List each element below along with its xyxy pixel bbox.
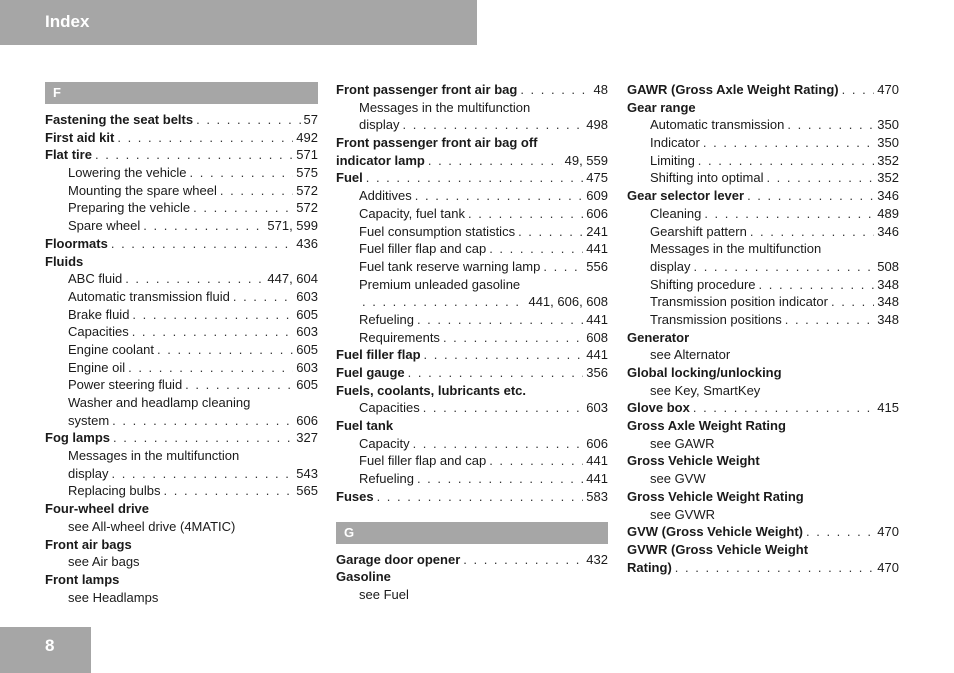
entry-page-ref: 241	[586, 223, 608, 239]
index-entry	[45, 536, 318, 554]
index-subentry	[336, 187, 608, 205]
index-subentry	[45, 341, 318, 359]
entry-term: Gross Vehicle Weight	[627, 453, 760, 469]
entry-term: Capacities	[68, 324, 129, 340]
entry-page-ref: 489	[877, 205, 899, 221]
index-entry	[45, 253, 318, 271]
entry-term: GVW (Gross Vehicle Weight)	[627, 524, 804, 540]
index-entry	[336, 152, 608, 170]
entry-page-ref: 470	[877, 524, 899, 540]
entry-term: Transmission positions	[650, 311, 782, 327]
leader-dots	[185, 376, 293, 394]
entry-page-ref: 348	[877, 276, 899, 292]
entry-page-ref: 606	[586, 205, 608, 221]
index-subentry	[336, 276, 608, 294]
entry-term: First aid kit	[45, 129, 115, 145]
entry-term: Gearshift pattern	[650, 223, 747, 239]
index-subentry	[45, 164, 318, 182]
index-subentry	[627, 293, 899, 311]
leader-dots	[698, 152, 875, 170]
index-subentry	[45, 306, 318, 324]
leader-dots	[543, 258, 583, 276]
entry-page-ref: 327	[296, 430, 318, 446]
entry-page-ref: 606	[296, 412, 318, 428]
entry-page-ref: 441	[586, 311, 608, 327]
entry-page-ref: 498	[586, 117, 608, 133]
index-subentry	[336, 311, 608, 329]
entry-term: Capacities	[359, 400, 420, 416]
entry-term: Lowering the vehicle	[68, 165, 187, 181]
entry-term: Front lamps	[45, 571, 120, 587]
entry-term: Automatic transmission fluid	[68, 288, 230, 304]
entry-page-ref: 352	[877, 152, 899, 168]
page-title: Index	[45, 12, 90, 31]
index-subentry	[336, 399, 608, 417]
leader-dots	[132, 323, 294, 341]
page-number: 8	[45, 636, 55, 655]
leader-dots	[766, 169, 874, 187]
entry-term: Floormats	[45, 235, 108, 251]
entry-term: Global locking/unlocking	[627, 365, 782, 380]
entry-page-ref: 565	[296, 483, 318, 499]
entry-page-ref: 492	[296, 129, 318, 145]
leader-dots	[117, 129, 293, 147]
entry-term: Capacity, fuel tank	[359, 205, 465, 221]
leader-dots	[362, 293, 525, 311]
index-entry	[336, 169, 608, 187]
entry-term: Fuel gauge	[336, 365, 405, 380]
leader-dots	[413, 435, 584, 453]
entry-term: Messages in the multifunction	[359, 99, 531, 115]
entry-page-ref: 603	[296, 288, 318, 304]
leader-dots	[747, 187, 874, 205]
index-subentry	[627, 152, 899, 170]
index-entry	[336, 81, 608, 99]
leader-dots	[428, 152, 562, 170]
entry-page-ref: 475	[586, 170, 608, 186]
entry-term: Gasoline	[336, 569, 391, 585]
entry-term: Glove box	[627, 400, 690, 416]
entry-term: Brake fluid	[68, 306, 130, 322]
entry-term: Capacity	[359, 435, 410, 451]
leader-dots	[415, 187, 584, 205]
entry-term: see GAWR	[650, 435, 715, 451]
leader-dots	[417, 311, 583, 329]
entry-page-ref: 350	[877, 117, 899, 133]
entry-term: Refueling	[359, 471, 414, 487]
leader-dots	[417, 470, 583, 488]
entry-term: display	[68, 465, 109, 481]
leader-dots	[489, 240, 583, 258]
entry-page-ref: 48	[593, 82, 608, 97]
entry-term: see GVWR	[650, 506, 716, 522]
index-subentry	[627, 169, 899, 187]
entry-page-ref: 603	[296, 324, 318, 340]
entry-page-ref: 352	[877, 170, 899, 186]
index-entry	[45, 146, 318, 164]
entry-page-ref: 508	[877, 258, 899, 274]
index-subentry	[45, 323, 318, 341]
leader-dots	[95, 146, 293, 164]
entry-term: Fog lamps	[45, 430, 111, 446]
entry-term: Fuel filler flap and cap	[359, 241, 487, 257]
entry-page-ref: 606	[586, 435, 608, 451]
leader-dots	[842, 81, 875, 99]
leader-dots	[220, 182, 293, 200]
index-entry	[627, 187, 899, 205]
index-subentry	[336, 258, 608, 276]
index-subentry	[336, 223, 608, 241]
leader-dots	[125, 270, 264, 288]
entry-term: Mounting the spare wheel	[68, 182, 217, 198]
entry-term: Fuel tank	[336, 418, 394, 434]
index-subentry	[45, 376, 318, 394]
entry-page-ref: 608	[586, 329, 608, 345]
entry-term: Engine coolant	[68, 341, 155, 357]
entry-term: Rating)	[627, 559, 672, 575]
index-subentry	[336, 293, 608, 311]
entry-term: Washer and headlamp cleaning	[68, 395, 251, 410]
leader-dots	[759, 276, 875, 294]
leader-dots	[443, 329, 583, 347]
index-subentry	[45, 553, 318, 571]
entry-term: Spare wheel	[68, 218, 141, 234]
entry-page-ref: 571, 599	[267, 218, 318, 234]
leader-dots	[703, 134, 874, 152]
index-subentry	[45, 217, 318, 235]
entry-page-ref: 583	[586, 488, 608, 504]
entry-page-ref: 432	[586, 551, 608, 567]
index-subentry	[45, 589, 318, 607]
leader-dots	[693, 258, 874, 276]
index-entry	[627, 399, 899, 417]
index-subentry	[45, 182, 318, 200]
entry-page-ref: 441, 606, 608	[528, 294, 608, 310]
entry-page-ref: 572	[296, 200, 318, 216]
entry-page-ref: 575	[296, 165, 318, 181]
index-entry	[336, 346, 608, 364]
entry-page-ref: 441	[586, 471, 608, 487]
index-subentry	[627, 223, 899, 241]
index-entry	[336, 568, 608, 586]
leader-dots	[193, 199, 293, 217]
index-subentry	[627, 240, 899, 258]
entry-term: Fuels, coolants, lubricants etc.	[336, 382, 526, 398]
leader-dots	[423, 399, 584, 417]
index-column-1	[45, 82, 318, 606]
entry-page-ref: 605	[296, 341, 318, 357]
entry-term: Fuel	[336, 170, 363, 186]
index-entry	[45, 429, 318, 447]
entry-term: Automatic transmission	[650, 117, 785, 133]
index-subentry	[45, 518, 318, 536]
index-subentry	[336, 116, 608, 134]
leader-dots	[408, 364, 584, 382]
index-entry	[627, 523, 899, 541]
index-subentry	[45, 482, 318, 500]
entry-term: Additives	[359, 188, 412, 204]
leader-dots	[111, 235, 293, 253]
index-subentry	[45, 465, 318, 483]
leader-dots	[112, 412, 293, 430]
leader-dots	[704, 205, 874, 223]
entry-term: GAWR (Gross Axle Weight Rating)	[627, 82, 839, 97]
index-subentry	[627, 346, 899, 364]
index-entry	[627, 364, 899, 382]
index-subentry	[336, 205, 608, 223]
index-entry	[45, 571, 318, 589]
entry-term: Preparing the vehicle	[68, 200, 191, 216]
index-subentry	[336, 240, 608, 258]
leader-dots	[111, 465, 293, 483]
entry-term: ABC fluid	[68, 271, 123, 287]
index-subentry	[627, 470, 899, 488]
index-entry	[627, 488, 899, 506]
entry-term: Requirements	[359, 329, 440, 345]
page-number-box	[0, 627, 91, 673]
entry-term: Garage door opener	[336, 551, 461, 567]
entry-term: indicator lamp	[336, 152, 425, 168]
index-subentry	[627, 205, 899, 223]
index-subentry	[627, 435, 899, 453]
index-subentry	[45, 359, 318, 377]
leader-dots	[128, 359, 293, 377]
entry-term: Power steering fluid	[68, 377, 183, 393]
entry-term: Shifting into optimal	[650, 170, 764, 186]
index-entry	[336, 382, 608, 400]
entry-page-ref: 603	[296, 359, 318, 375]
leader-dots	[164, 482, 294, 500]
index-entry	[336, 134, 608, 152]
leader-dots	[377, 488, 584, 506]
leader-dots	[468, 205, 583, 223]
index-entry	[45, 111, 318, 129]
index-column-2	[336, 81, 608, 604]
index-subentry	[336, 470, 608, 488]
index-entry	[627, 329, 899, 347]
index-subentry	[627, 134, 899, 152]
entry-term: Front passenger front air bag	[336, 82, 518, 97]
leader-dots	[143, 217, 264, 235]
leader-dots	[787, 116, 874, 134]
entry-term: Messages in the multifunction	[68, 448, 240, 464]
entry-term: Flat tire	[45, 147, 92, 163]
entry-term: Gross Axle Weight Rating	[627, 418, 786, 434]
index-subentry	[627, 506, 899, 524]
index-subentry	[45, 412, 318, 430]
entry-page-ref: 436	[296, 235, 318, 251]
entry-page-ref: 543	[296, 465, 318, 481]
entry-term: Replacing bulbs	[68, 483, 161, 499]
index-entry	[45, 500, 318, 518]
index-entry	[627, 452, 899, 470]
entry-page-ref: 49, 559	[564, 152, 608, 168]
leader-dots	[831, 293, 874, 311]
leader-dots	[366, 169, 584, 187]
header-bar	[0, 0, 477, 45]
entry-term: see Fuel	[359, 586, 409, 602]
index-entry	[336, 551, 608, 569]
entry-page-ref: 571	[296, 147, 318, 163]
entry-term: Shifting procedure	[650, 276, 756, 292]
entry-term: Gear range	[627, 99, 696, 115]
index-entry	[627, 81, 899, 99]
entry-term: Front air bags	[45, 536, 132, 552]
index-subentry	[627, 276, 899, 294]
index-entry	[336, 417, 608, 435]
entry-page-ref: 346	[877, 188, 899, 204]
entry-term: Limiting	[650, 152, 695, 168]
leader-dots	[675, 559, 875, 577]
entry-term: Generator	[627, 329, 690, 345]
index-entry	[627, 417, 899, 435]
entry-term: see Air bags	[68, 554, 140, 570]
entry-term: Cleaning	[650, 205, 702, 221]
entry-page-ref: 605	[296, 306, 318, 322]
index-subentry	[45, 394, 318, 412]
entry-term: system	[68, 412, 110, 428]
index-subentry	[336, 586, 608, 604]
entry-term: Gear selector lever	[627, 188, 745, 204]
leader-dots	[190, 164, 294, 182]
entry-page-ref: 470	[877, 559, 899, 575]
entry-term: display	[650, 258, 691, 274]
index-entry	[336, 364, 608, 382]
entry-page-ref: 348	[877, 311, 899, 327]
index-entry	[336, 488, 608, 506]
entry-page-ref: 441	[586, 241, 608, 257]
entry-term: Fuel filler flap	[336, 347, 421, 363]
leader-dots	[157, 341, 293, 359]
index-subentry	[627, 382, 899, 400]
entry-page-ref: 556	[586, 258, 608, 274]
index-column-3	[627, 81, 899, 576]
index-entry	[627, 541, 899, 559]
entry-term: Engine oil	[68, 359, 126, 375]
entry-term: Fuses	[336, 488, 374, 504]
entry-term: Fuel consumption statistics	[359, 223, 516, 239]
entry-page-ref: 346	[877, 223, 899, 239]
entry-term: Fuel tank reserve warning lamp	[359, 258, 541, 274]
entry-term: display	[359, 117, 400, 133]
entry-page-ref: 356	[586, 365, 608, 380]
leader-dots	[785, 311, 875, 329]
leader-dots	[113, 429, 293, 447]
entry-term: Fastening the seat belts	[45, 112, 194, 127]
entry-page-ref: 441	[586, 453, 608, 469]
entry-term: Premium unleaded gasoline	[359, 276, 521, 292]
leader-dots	[693, 399, 874, 417]
entry-page-ref: 609	[586, 188, 608, 204]
entry-term: Front passenger front air bag off	[336, 135, 538, 151]
index-subentry	[45, 270, 318, 288]
entry-page-ref: 415	[877, 400, 899, 416]
leader-dots	[750, 223, 874, 241]
index-subentry	[45, 447, 318, 465]
entry-term: Gross Vehicle Weight Rating	[627, 488, 804, 504]
entry-term: Transmission position indicator	[650, 294, 828, 310]
leader-dots	[233, 288, 293, 306]
index-entry	[45, 129, 318, 147]
entry-term: see GVW	[650, 471, 706, 487]
entry-term: see Key, SmartKey	[650, 382, 761, 398]
leader-dots	[402, 116, 583, 134]
entry-page-ref: 57	[303, 112, 318, 127]
index-subentry	[627, 116, 899, 134]
index-entry	[627, 99, 899, 117]
index-subentry	[336, 435, 608, 453]
index-subentry	[336, 99, 608, 117]
leader-dots	[489, 452, 583, 470]
entry-page-ref: 572	[296, 182, 318, 198]
index-subentry	[45, 199, 318, 217]
index-subentry	[336, 452, 608, 470]
entry-term: Fluids	[45, 253, 84, 269]
leader-dots	[518, 223, 583, 241]
entry-page-ref: 470	[877, 82, 899, 97]
entry-term: Refueling	[359, 311, 414, 327]
leader-dots	[132, 306, 293, 324]
entry-page-ref: 605	[296, 377, 318, 393]
leader-dots	[520, 81, 590, 99]
leader-dots	[806, 523, 874, 541]
leader-dots	[463, 551, 583, 569]
index-subentry	[627, 311, 899, 329]
entry-term: Indicator	[650, 135, 700, 151]
index-entry	[45, 235, 318, 253]
entry-page-ref: 348	[877, 294, 899, 310]
entry-term: Fuel filler flap and cap	[359, 453, 487, 469]
entry-term: Four-wheel drive	[45, 501, 150, 517]
entry-page-ref: 603	[586, 400, 608, 416]
index-subentry	[336, 329, 608, 347]
entry-term: see Headlamps	[68, 589, 159, 605]
entry-term: Messages in the multifunction	[650, 241, 822, 257]
leader-dots	[424, 346, 584, 364]
entry-term: GVWR (Gross Vehicle Weight	[627, 541, 809, 557]
entry-term: see Alternator	[650, 347, 731, 363]
entry-page-ref: 350	[877, 135, 899, 151]
section-header-f: F	[45, 82, 318, 104]
entry-term: see All-wheel drive (4MATIC)	[68, 518, 236, 534]
leader-dots	[196, 111, 300, 129]
index-subentry	[45, 288, 318, 306]
index-subentry	[627, 258, 899, 276]
index-entry	[627, 559, 899, 577]
entry-page-ref: 441	[586, 347, 608, 363]
entry-page-ref: 447, 604	[267, 271, 318, 287]
section-header-g: G	[336, 522, 608, 544]
